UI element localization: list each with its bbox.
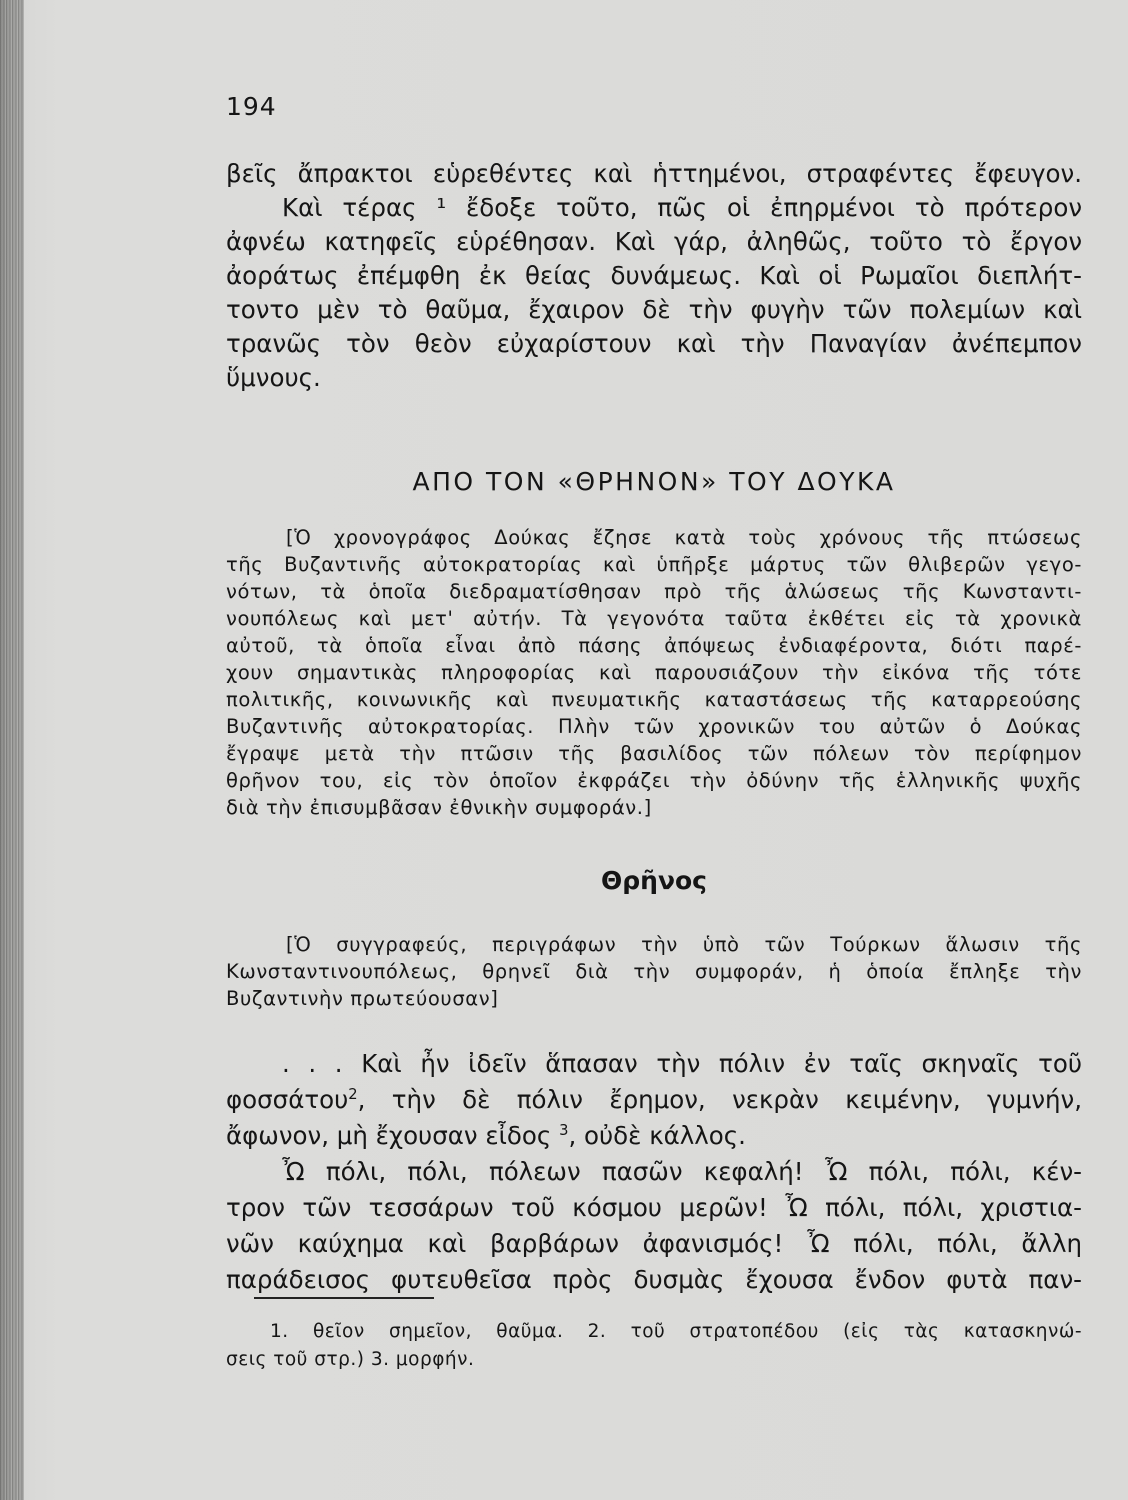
intro-note xyxy=(226,524,1082,821)
note-line: [Ὁ συγγραφεύς, περιγράφων τὴν ὑπὸ τῶν Τούρκων ἅλωσιν τῆς xyxy=(286,933,1082,956)
text-line: τρον τῶν τεσσάρων τοῦ κόσμου μερῶν! Ὦ πόλι, πόλι, χριστια- xyxy=(226,1193,1082,1222)
footnote-line: σεις τοῦ στρ.) 3. μορφήν. xyxy=(226,1349,475,1370)
note-line: νουπόλεως καὶ μετ' αὐτήν. Τὰ γεγονότα ταῦτα ἐκθέτει εἰς τὰ χρονικὰ xyxy=(226,607,1082,630)
note-line: Κωνσταντινουπόλεως, θρηνεῖ διὰ τὴν συμφοράν, ἡ ὁποία ἔπληξε τὴν xyxy=(226,960,1082,983)
lament-text xyxy=(226,1046,1082,1298)
note-line: αὐτοῦ, τὰ ὁποῖα εἶναι ἀπὸ πάσης ἀπόψεως ἐνδιαφέροντα, διότι παρέ- xyxy=(226,634,1082,657)
text-line: Ὦ πόλι, πόλι, πόλεων πασῶν κεφαλή! Ὦ πόλι, πόλι, κέν- xyxy=(282,1157,1082,1186)
text-line: τοντο μὲν τὸ θαῦμα, ἔχαιρον δὲ τὴν φυγὴν τῶν πολεμίων καὶ xyxy=(226,295,1082,324)
text-line: νῶν καύχημα καὶ βαρβάρων ἀφανισμός! Ὦ πόλι, πόλι, ἄλλη xyxy=(226,1229,1082,1258)
note-line: Βυζαντινὴν πρωτεύουσαν] xyxy=(226,987,499,1010)
note-line: διὰ τὴν ἐπισυμβᾶσαν ἐθνικὴν συμφοράν.] xyxy=(226,796,652,819)
book-binding-edge xyxy=(0,0,24,1500)
section-title: ΑΠΟ ΤΟΝ «ΘΡΗΝΟΝ» ΤΟΥ ΔΟΥΚΑ xyxy=(412,467,896,496)
page-number: 194 xyxy=(226,92,277,121)
note-line: Βυζαντινῆς αὐτοκρατορίας. Πλὴν τῶν χρονικῶν του αὐτῶν ὁ Δούκας xyxy=(226,715,1082,738)
subtitle: Θρῆνος xyxy=(601,866,707,895)
note-line: ἔγραψε μετὰ τὴν πτῶσιν τῆς βασιλίδος τῶν πόλεων τὸν περίφημον xyxy=(226,742,1082,765)
sub-note xyxy=(226,931,1082,1012)
note-line: [Ὁ χρονογράφος Δούκας ἔζησε κατὰ τοὺς χρόνους τῆς πτώσεως xyxy=(286,526,1082,549)
text-line: . . . Καὶ ἦν ἰδεῖν ἅπασαν τὴν πόλιν ἐν ταῖς σκηναῖς τοῦ xyxy=(282,1049,1082,1078)
note-line: τῆς Βυζαντινῆς αὐτοκρατορίας καὶ ὑπῆρξε μάρτυς τῶν θλιβερῶν γεγο- xyxy=(226,553,1082,576)
text-line: ἀφνέω κατηφεῖς εὑρέθησαν. Καὶ γάρ, ἀληθῶς, τοῦτο τὸ ἔργον xyxy=(226,227,1082,256)
text-line: τρανῶς τὸν θεὸν εὐχαρίστουν καὶ τὴν Παναγίαν ἀνέπεμπον xyxy=(226,329,1082,358)
text-line: βεῖς ἄπρακτοι εὑρεθέντες καὶ ἡττημένοι, στραφέντες ἔφευγον. xyxy=(226,159,1082,188)
text-line: ἀοράτως ἐπέμφθη ἐκ θείας δυνάμεως. Καὶ οἱ Ρωμαῖοι διεπλήτ- xyxy=(226,261,1082,290)
text-line: ὕμνους. xyxy=(226,363,321,392)
text-line: Καὶ τέρας ¹ ἔδοξε τοῦτο, πῶς οἱ ἐπηρμένοι τὸ πρότερον xyxy=(282,193,1082,222)
note-line: νότων, τὰ ὁποῖα διεδραματίσθησαν πρὸ τῆς ἁλώσεως τῆς Κωνσταντι- xyxy=(226,580,1082,603)
footnotes xyxy=(226,1318,1082,1374)
top-paragraph xyxy=(226,157,1082,395)
text-line: παράδεισος φυτευθεῖσα πρὸς δυσμὰς ἔχουσα ἔνδον φυτὰ παν- xyxy=(226,1265,1082,1294)
footnote-line: 1. θεῖον σημεῖον, θαῦμα. 2. τοῦ στρατοπέδου (εἰς τὰς κατασκηνώ- xyxy=(270,1321,1082,1342)
text-line: φοσσάτου$^2$, τὴν δὲ πόλιν ἔρημον, νεκρὰν κειμένην, γυμνήν, xyxy=(226,1085,1082,1114)
note-line: πολιτικῆς, κοινωνικῆς καὶ πνευματικῆς καταστάσεως τῆς καταρρεούσης xyxy=(226,688,1082,711)
text-line: ἄφωνον, μὴ ἔχουσαν εἶδος $^3$, οὐδὲ κάλλος. xyxy=(226,1121,746,1150)
note-line: θρῆνον του, εἰς τὸν ὁποῖον ἐκφράζει τὴν ὀδύνην τῆς ἑλληνικῆς ψυχῆς xyxy=(226,769,1082,792)
note-line: χουν σημαντικὰς πληροφορίας καὶ παρουσιάζουν τὴν εἰκόνα τῆς τότε xyxy=(226,661,1082,684)
footnote-rule xyxy=(254,1297,434,1299)
